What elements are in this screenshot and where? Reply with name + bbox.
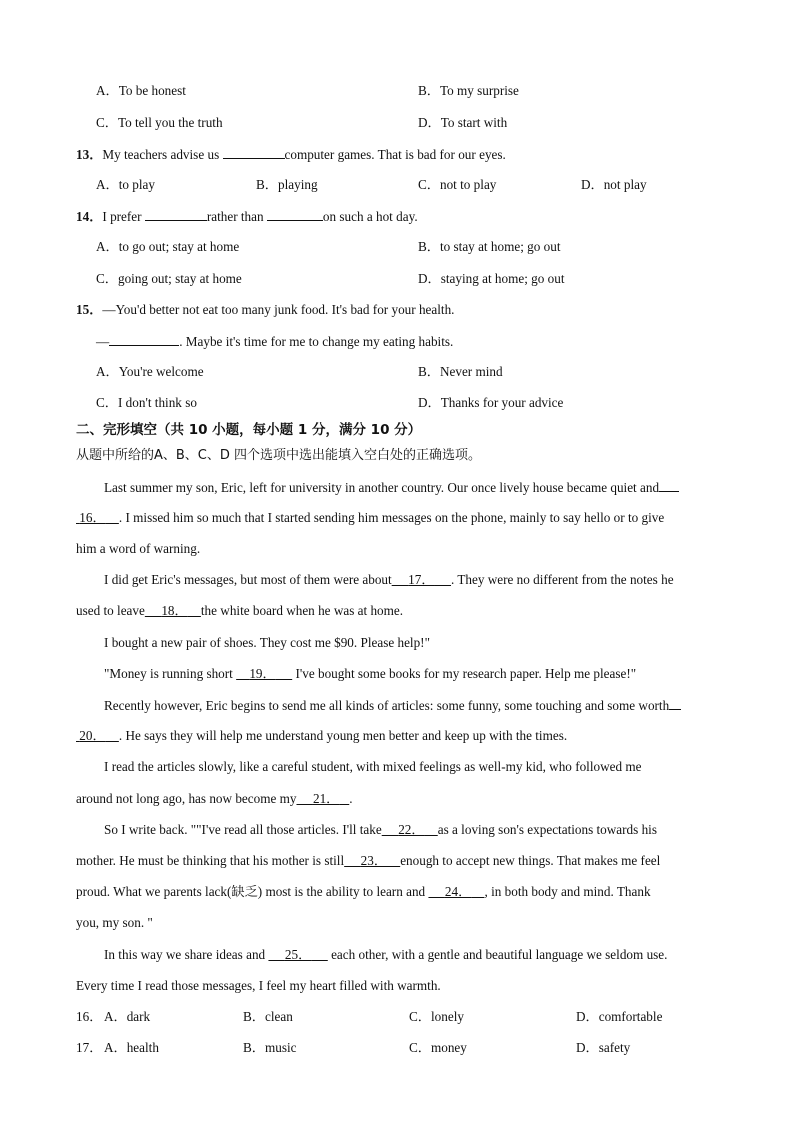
passage-line: around not long ago, has now become my 21． . (76, 791, 353, 806)
q17-option-b: B．music (243, 1040, 297, 1055)
q17-option-a: A．health (104, 1040, 159, 1055)
blank-20: 20． (79, 728, 106, 743)
q13-number: 13． (76, 147, 103, 162)
passage-line: 16． . I missed him so much that I started sending him messages on the phone, mainly to say hello or to give (76, 509, 664, 527)
passage-line: Every time I read those messages, I feel my heart filled with warmth. (76, 978, 441, 993)
passage-line: I bought a new pair of shoes. They cost me $90. Please help!" (104, 635, 430, 650)
blank-16: 16． (79, 510, 106, 525)
q14-option-b: B．to stay at home; go out (418, 239, 561, 254)
q16-number: 16． (76, 1009, 103, 1024)
q12-option-c: C．To tell you the truth (96, 115, 223, 130)
q12-option-b: B．To my surprise (418, 83, 519, 98)
passage-line: Last summer my son, Eric, left for university in another country. Our once lively house became quiet and (104, 478, 679, 497)
passage-line: used to leave 18． the white board when he was at home. (76, 603, 404, 618)
q14-blank-1 (145, 207, 207, 221)
q15-option-c: C．I don't think so (96, 395, 197, 410)
blank-17: 17． (408, 572, 435, 587)
q15-option-d: D．Thanks for your advice (418, 395, 564, 410)
q17-option-d: D．safety (576, 1040, 631, 1055)
q15-response: — . Maybe it's time for me to change my eating habits. (96, 334, 454, 349)
q13-blank (223, 145, 285, 159)
q15-option-a: A．You're welcome (96, 364, 204, 379)
q16-option-b: B．clean (243, 1009, 293, 1024)
q15-blank (109, 332, 179, 346)
blank-18: 18． (161, 603, 188, 618)
passage-line: In this way we share ideas and 25． each other, with a gentle and beautiful language we seldom use. (104, 947, 668, 962)
q13-option-a: A．to play (96, 177, 155, 192)
blank-24: 24． (444, 884, 472, 899)
blank-25: 25． (284, 947, 312, 962)
blank-21: 21． (312, 791, 340, 806)
q13-option-d: D．not play (581, 177, 647, 192)
blank-19: 19． (249, 666, 276, 681)
q14-option-a: A．to go out; stay at home (96, 239, 240, 254)
passage-line: mother. He must be thinking that his mother is still 23． enough to accept new things. That makes me feel (76, 853, 661, 868)
passage-line: "Money is running short 19． I've bought some books for my research paper. Help me please!" (104, 666, 637, 681)
passage-line: him a word of warning. (76, 541, 201, 556)
passage-line: I read the articles slowly, like a careful student, with mixed feelings as well-my kid, who followed me (104, 759, 642, 774)
q14-blank-2 (267, 207, 323, 221)
passage-line: you, my son. " (76, 915, 153, 930)
q12-option-a: A．To be honest (96, 83, 186, 98)
q12-option-d: D．To start with (418, 115, 508, 130)
blank-22: 22． (398, 822, 425, 837)
q17-number: 17． (76, 1040, 103, 1055)
blank-23: 23． (360, 853, 387, 868)
q16-option-d: D．comfortable (576, 1009, 663, 1024)
passage-line: Recently however, Eric begins to send me all kinds of articles: some funny, some touching and some worth (104, 696, 681, 715)
passage-line: 20． . He says they will help me understand young men better and keep up with the times. (76, 727, 567, 745)
section-instruction: 从题中所给的A、B、C、D 四个选项中选出能填入空白处的正确选项。 (76, 448, 482, 463)
q14-option-c: C．going out; stay at home (96, 271, 242, 286)
q15-option-b: B．Never mind (418, 364, 503, 379)
q16-option-a: A．dark (104, 1009, 151, 1024)
q13-option-c: C．not to play (418, 177, 497, 192)
q15-stem: 15．—You'd better not eat too many junk food. It's bad for your health. (76, 302, 455, 317)
q17-option-c: C．money (409, 1040, 467, 1055)
q14-option-d: D．staying at home; go out (418, 271, 565, 286)
passage-line: So I write back. ""I've read all those articles. I'll take 22． as a loving son's expectations towards his (104, 822, 657, 837)
q13-option-b: B．playing (256, 177, 318, 192)
q14-stem: 14．I prefer rather than on such a hot day. (76, 209, 418, 224)
q15-number: 15． (76, 302, 103, 317)
q13-stem: 13．My teachers advise us computer games. That is bad for our eyes. (76, 147, 506, 162)
q16-option-c: C．lonely (409, 1009, 464, 1024)
passage-line: I did get Eric's messages, but most of them were about 17． . They were no different from the notes he (104, 572, 674, 587)
q14-number: 14． (76, 209, 103, 224)
passage-line: proud. What we parents lack(缺乏) most is the ability to learn and 24． , in both body and mind. Thank (76, 884, 651, 899)
section-title: 二、完形填空（共 10 小题，每小题 1 分，满分 10 分） (76, 422, 422, 438)
